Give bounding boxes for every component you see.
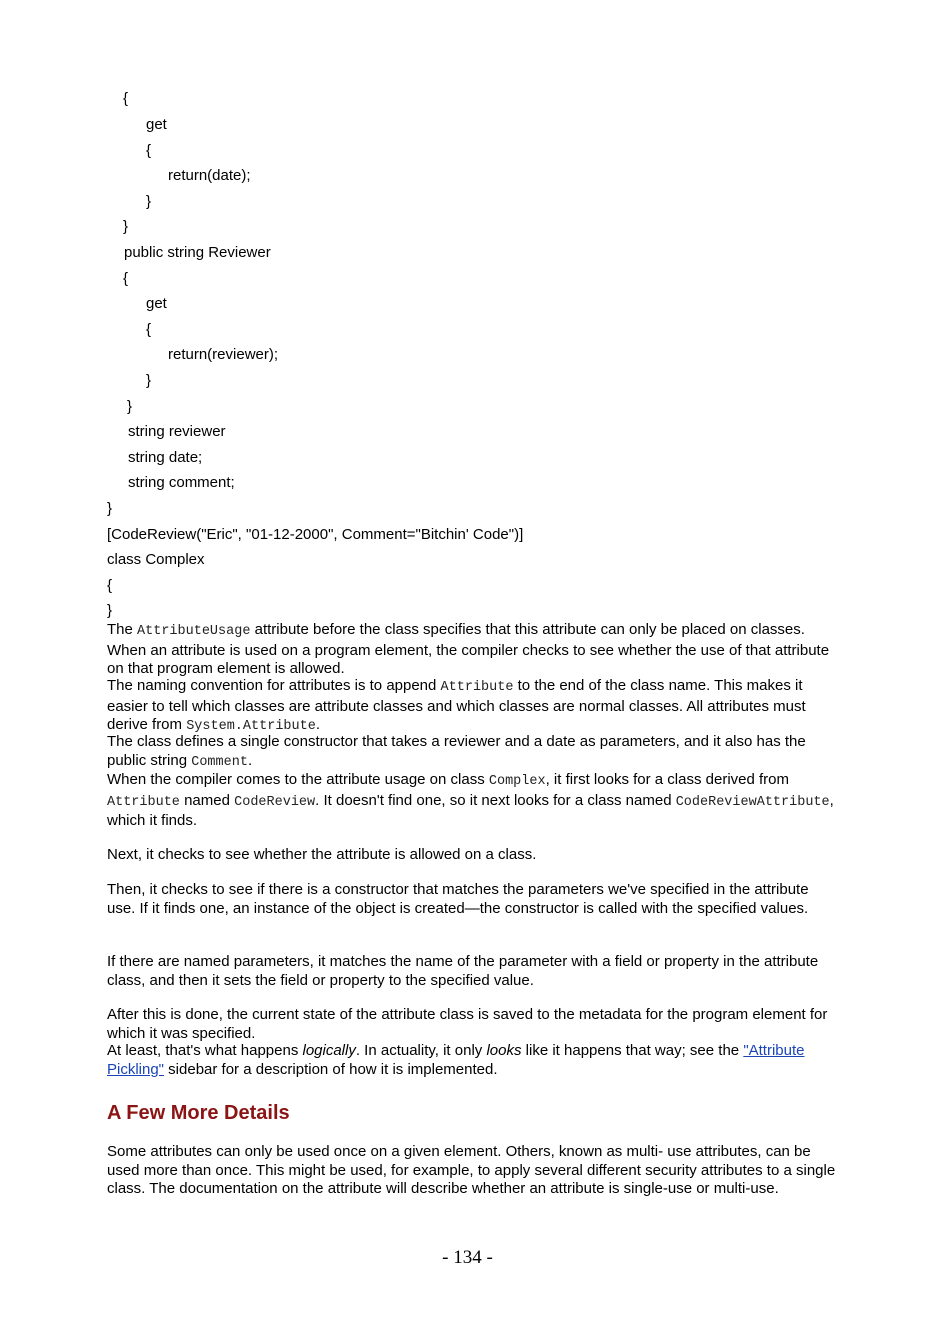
paragraph-text: The [107, 621, 138, 638]
inline-code: Complex [488, 774, 546, 789]
code-line: return(reviewer); [168, 346, 279, 363]
paragraph-attributeusage [107, 621, 837, 679]
code-line: } [123, 218, 129, 235]
code-line: { [123, 270, 129, 287]
paragraph-named-parameters: If there are named parameters, it matches the name of the parameter with a field or property in the attribute class, and then it sets the field or property to the specified value. [107, 953, 819, 989]
code-line: class Complex [107, 551, 205, 568]
code-line: return(date); [168, 167, 251, 184]
attribute-pickling-link[interactable]: "Attribute Pickling" [107, 1042, 805, 1078]
code-line: { [123, 90, 129, 107]
code-line: } [146, 372, 152, 389]
emphasis-text: looks [486, 1042, 522, 1059]
code-line: } [127, 398, 133, 415]
code-line: } [107, 500, 113, 517]
inline-code: Attribute [107, 794, 180, 810]
code-line: { [107, 577, 113, 594]
code-line: get [146, 116, 167, 133]
code-line: } [107, 602, 113, 619]
paragraph-compiler-lookup [107, 771, 837, 831]
code-line: string comment; [128, 474, 235, 491]
inline-code: System.Attribute [186, 719, 316, 734]
paragraph-constructor-match: Then, it checks to see if there is a constructor that matches the parameters we've specified in the attribute use. If it finds one, an instance of the object is created—the constructor is called with the specified values. [107, 881, 809, 917]
inline-code: AttributeUsage [137, 624, 251, 639]
paragraph-allowed-check: Next, it checks to see whether the attribute is allowed on a class. [107, 846, 537, 863]
inline-code: CodeReview [234, 794, 316, 810]
paragraph-text: to the end of the class name. This makes it easier to tell which classes are attribute classes and which classes are normal classes. All attributes must derive from [107, 677, 806, 733]
page-number: - 134 - [442, 1247, 493, 1268]
paragraph-text: . In actuality, it only [355, 1042, 487, 1059]
paragraph-text: . [315, 716, 320, 733]
paragraph-naming-convention [107, 677, 837, 737]
code-line: { [146, 142, 152, 159]
paragraph-text: When the compiler comes to the attribute usage on class [107, 771, 489, 788]
section-heading: A Few More Details [107, 1102, 290, 1124]
paragraph-text: attribute before the class specifies that this attribute can only be placed on classes. When an attribute is used on a program element, the compiler checks to see whether the use of that attribute on that program element is allowed. [107, 621, 830, 677]
code-line: string date; [128, 449, 203, 466]
paragraph-text: sidebar for a description of how it is implemented. [164, 1060, 498, 1078]
code-line: public string Reviewer [124, 244, 271, 261]
paragraph-text: . It doesn't find one, so it next looks for a class named [315, 791, 676, 809]
paragraph-text: The naming convention for attributes is to append [107, 677, 441, 694]
paragraph-text: like it happens that way; see the [521, 1042, 744, 1059]
paragraph-metadata: After this is done, the current state of the attribute class is saved to the metadata for the program element for which it was specified. [107, 1006, 828, 1042]
inline-code: CodeReviewAttribute [675, 794, 830, 810]
code-line: [CodeReview("Eric", "01-12-2000", Comment="Bitchin' Code")] [107, 526, 524, 543]
paragraph-multi-use: Some attributes can only be used once on a given element. Others, known as multi- use attributes, can be used more than once. This might be used, for example, to apply several different security attributes to a single class. The documentation on the attribute will describe whether an attribute is single-use or multi-use. [107, 1143, 836, 1197]
code-line: } [146, 193, 152, 210]
paragraph-text: At least, that's what happens [107, 1042, 303, 1059]
paragraph-text: , it first looks for a class derived from [545, 771, 789, 788]
paragraph-constructor [107, 733, 837, 772]
code-line: string reviewer [128, 423, 226, 440]
code-line: { [146, 321, 152, 338]
inline-code: Comment [191, 754, 248, 770]
paragraph-text: The class defines a single constructor that takes a reviewer and a date as parameters, and it also has the public string [107, 733, 806, 769]
paragraph-text: named [179, 791, 235, 809]
paragraph-text: . [247, 751, 253, 769]
paragraph-logically [107, 1042, 837, 1079]
emphasis-text: logically [302, 1042, 356, 1059]
code-line: get [146, 295, 167, 312]
inline-code: Attribute [440, 680, 514, 695]
paragraph-text: , which it finds. [107, 791, 834, 829]
